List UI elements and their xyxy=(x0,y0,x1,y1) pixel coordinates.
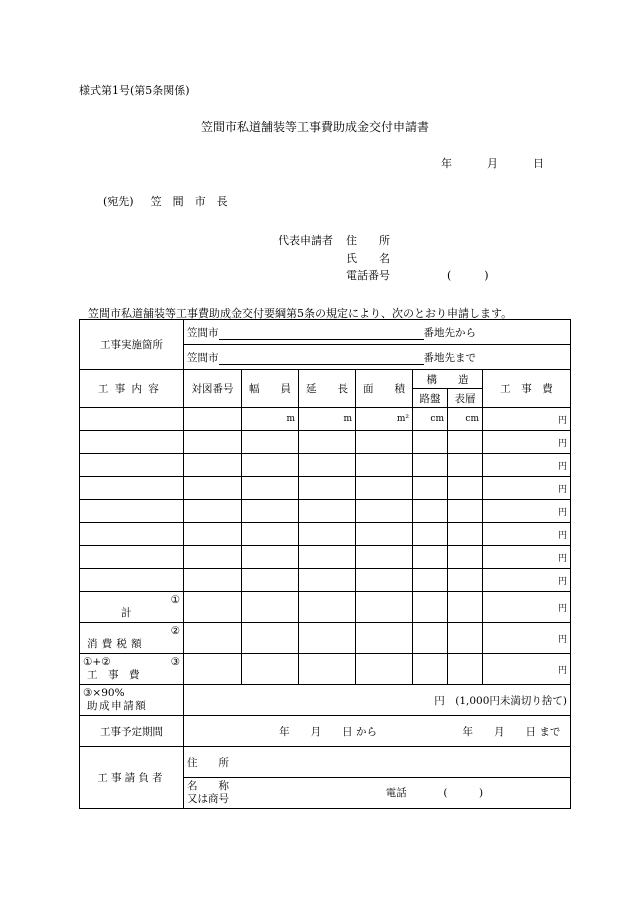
area-cell[interactable] xyxy=(356,523,413,546)
applicant-address-label: 住 所 xyxy=(346,234,390,247)
content-cell[interactable] xyxy=(80,408,184,431)
map-no-cell[interactable] xyxy=(184,431,242,454)
cost-unit[interactable]: 円 xyxy=(483,546,571,569)
sum-width-cell[interactable] xyxy=(242,654,299,685)
header-length: 延 長 xyxy=(299,370,356,408)
surface-unit[interactable]: cm xyxy=(448,408,483,431)
tax-length-cell[interactable] xyxy=(299,623,356,654)
roadbed-cell[interactable] xyxy=(413,546,448,569)
content-cell[interactable] xyxy=(80,477,184,500)
sum-yen[interactable]: 円 xyxy=(483,654,571,685)
length-cell[interactable] xyxy=(299,477,356,500)
header-surface: 表層 xyxy=(448,389,483,408)
roadbed-cell[interactable] xyxy=(413,454,448,477)
addressee-prefix: (宛先) xyxy=(103,195,134,208)
header-width: 幅 員 xyxy=(242,370,299,408)
total-mark: ① xyxy=(170,594,180,606)
surface-cell[interactable] xyxy=(448,431,483,454)
tax-map-cell[interactable] xyxy=(184,623,242,654)
width-cell[interactable] xyxy=(242,523,299,546)
total-row xyxy=(80,592,571,623)
tax-row xyxy=(80,623,571,654)
total-yen[interactable]: 円 xyxy=(483,592,571,623)
sum-label: 工 事 費 xyxy=(87,669,140,681)
roadbed-cell[interactable] xyxy=(413,569,448,592)
map-no-cell[interactable] xyxy=(184,569,242,592)
roadbed-cell[interactable] xyxy=(413,431,448,454)
map-no-cell[interactable] xyxy=(184,454,242,477)
header-roadbed: 路盤 xyxy=(413,389,448,408)
period-from: 年 月 日 から xyxy=(279,725,377,738)
contractor-name[interactable] xyxy=(184,778,571,809)
period-to: 年 月 日 まで xyxy=(462,725,561,738)
form-number: 様式第1号(第5条関係) xyxy=(79,84,190,97)
total-area-cell[interactable] xyxy=(356,592,413,623)
table-row xyxy=(80,408,571,431)
cost-unit[interactable]: 円 xyxy=(483,454,571,477)
content-cell[interactable] xyxy=(80,454,184,477)
tax-label: 消費税額 xyxy=(87,638,146,650)
contractor-address-label: 住 所 xyxy=(187,756,229,769)
table-row xyxy=(80,569,571,592)
surface-cell[interactable] xyxy=(448,477,483,500)
tax-surface-cell[interactable] xyxy=(448,623,483,654)
period-label: 工事予定期間 xyxy=(80,716,184,747)
table-row xyxy=(80,546,571,569)
contractor-phone-label: 電話 xyxy=(385,787,407,799)
width-cell[interactable] xyxy=(242,431,299,454)
width-cell[interactable] xyxy=(242,454,299,477)
location-to-prefix: 笠間市 xyxy=(187,351,219,364)
header-cost: 工 事 費 xyxy=(483,370,571,408)
map-no-cell[interactable] xyxy=(184,546,242,569)
applicant-phone-label: 電話番号 xyxy=(346,269,390,282)
grant-row xyxy=(80,685,571,716)
area-cell[interactable] xyxy=(356,431,413,454)
width-cell[interactable] xyxy=(242,569,299,592)
surface-cell[interactable] xyxy=(448,523,483,546)
document-title: 笠間市私道舗装等工事費助成金交付申請書 xyxy=(201,120,430,134)
roadbed-unit[interactable]: cm xyxy=(413,408,448,431)
area-cell[interactable] xyxy=(356,546,413,569)
grant-label: 助成申請額 xyxy=(87,700,148,712)
cost-unit[interactable]: 円 xyxy=(483,431,571,454)
total-length-cell[interactable] xyxy=(299,592,356,623)
content-cell[interactable] xyxy=(80,500,184,523)
tax-label-cell xyxy=(80,623,184,654)
tax-area-cell[interactable] xyxy=(356,623,413,654)
total-map-cell[interactable] xyxy=(184,592,242,623)
cost-unit[interactable]: 円 xyxy=(483,523,571,546)
surface-cell[interactable] xyxy=(448,569,483,592)
header-map-no: 対図番号 xyxy=(184,370,242,408)
length-cell[interactable] xyxy=(299,523,356,546)
surface-cell[interactable] xyxy=(448,500,483,523)
area-unit[interactable]: m² xyxy=(356,408,413,431)
contractor-phone-paren: ( ) xyxy=(443,787,484,799)
surface-cell[interactable] xyxy=(448,546,483,569)
contractor-label-text: 工事請負者 xyxy=(97,772,166,784)
applicant-phone-paren: ( ) xyxy=(447,269,489,282)
map-no-cell[interactable] xyxy=(184,477,242,500)
sum-roadbed-cell[interactable] xyxy=(413,654,448,685)
applicant-role: 代表申請者 xyxy=(278,234,333,247)
addressee-line xyxy=(103,193,228,209)
tax-yen[interactable]: 円 xyxy=(483,623,571,654)
grant-amount[interactable]: 円 (1,000円未満切り捨て) xyxy=(184,685,571,716)
sum-surface-cell[interactable] xyxy=(448,654,483,685)
location-from xyxy=(184,320,571,345)
surface-cell[interactable] xyxy=(448,454,483,477)
date-line xyxy=(441,155,544,171)
application-table xyxy=(79,319,571,809)
sum-mark: ③ xyxy=(170,656,180,668)
roadbed-cell[interactable] xyxy=(413,477,448,500)
length-cell[interactable] xyxy=(299,569,356,592)
total-label-cell xyxy=(80,592,184,623)
location-label: 工事実施箇所 xyxy=(80,320,184,370)
area-cell[interactable] xyxy=(356,477,413,500)
applicant-name-label: 氏 名 xyxy=(346,252,390,265)
location-to xyxy=(184,345,571,370)
roadbed-cell[interactable] xyxy=(413,500,448,523)
sum-row xyxy=(80,654,571,685)
map-no-cell[interactable] xyxy=(184,408,242,431)
table-row xyxy=(80,477,571,500)
tax-width-cell[interactable] xyxy=(242,623,299,654)
map-no-cell[interactable] xyxy=(184,500,242,523)
width-cell[interactable] xyxy=(242,546,299,569)
header-content xyxy=(80,370,184,408)
tax-roadbed-cell[interactable] xyxy=(413,623,448,654)
width-cell[interactable] xyxy=(242,477,299,500)
width-cell[interactable] xyxy=(242,500,299,523)
width-unit[interactable]: m xyxy=(242,408,299,431)
total-label: 計 xyxy=(121,607,132,619)
roadbed-cell[interactable] xyxy=(413,523,448,546)
header-content-label: 工事内容 xyxy=(97,383,166,395)
content-cell[interactable] xyxy=(80,546,184,569)
map-no-cell[interactable] xyxy=(184,523,242,546)
period-value[interactable] xyxy=(184,716,571,747)
location-from-prefix: 笠間市 xyxy=(187,326,219,339)
intro-text: 笠間市私道舗装等工事費助成金交付要綱第5条の規定により、次のとおり申請します。 xyxy=(88,307,513,320)
cost-unit[interactable]: 円 xyxy=(483,500,571,523)
table-row xyxy=(80,454,571,477)
location-from-input[interactable] xyxy=(219,328,424,340)
total-surface-cell[interactable] xyxy=(448,592,483,623)
period-row xyxy=(80,716,571,747)
length-cell[interactable] xyxy=(299,431,356,454)
sum-formula: ①+② xyxy=(83,656,111,668)
sum-area-cell[interactable] xyxy=(356,654,413,685)
location-from-suffix: 番地先から xyxy=(423,326,476,339)
length-cell[interactable] xyxy=(299,454,356,477)
total-width-cell[interactable] xyxy=(242,592,299,623)
length-cell[interactable] xyxy=(299,500,356,523)
header-structure: 構 造 xyxy=(413,370,483,389)
area-cell[interactable] xyxy=(356,569,413,592)
contractor-address[interactable] xyxy=(184,747,571,778)
length-cell[interactable] xyxy=(299,546,356,569)
contractor-name-label-1: 名 称 xyxy=(187,780,229,792)
cost-unit[interactable]: 円 xyxy=(483,477,571,500)
header-area: 面 積 xyxy=(356,370,413,408)
sum-map-cell[interactable] xyxy=(184,654,242,685)
table-row xyxy=(80,523,571,546)
date-year: 年 xyxy=(441,157,452,170)
sum-label-cell xyxy=(80,654,184,685)
content-cell[interactable] xyxy=(80,431,184,454)
table-row xyxy=(80,500,571,523)
area-cell[interactable] xyxy=(356,500,413,523)
content-cell[interactable] xyxy=(80,523,184,546)
addressee: 笠 間 市 長 xyxy=(150,195,228,208)
location-to-suffix: 番地先まで xyxy=(423,351,476,364)
contractor-name-label-2: 又は商号 xyxy=(187,793,229,805)
table-row xyxy=(80,431,571,454)
cost-unit[interactable]: 円 xyxy=(483,408,571,431)
grant-formula: ③×90% xyxy=(83,687,125,699)
area-cell[interactable] xyxy=(356,454,413,477)
date-month: 月 xyxy=(487,157,498,170)
length-unit[interactable]: m xyxy=(299,408,356,431)
total-roadbed-cell[interactable] xyxy=(413,592,448,623)
location-to-input[interactable] xyxy=(219,353,424,365)
tax-mark: ② xyxy=(170,625,180,637)
cost-unit[interactable]: 円 xyxy=(483,569,571,592)
sum-length-cell[interactable] xyxy=(299,654,356,685)
contractor-label xyxy=(80,747,184,809)
grant-label-cell xyxy=(80,685,184,716)
content-cell[interactable] xyxy=(80,569,184,592)
date-day: 日 xyxy=(533,157,544,170)
